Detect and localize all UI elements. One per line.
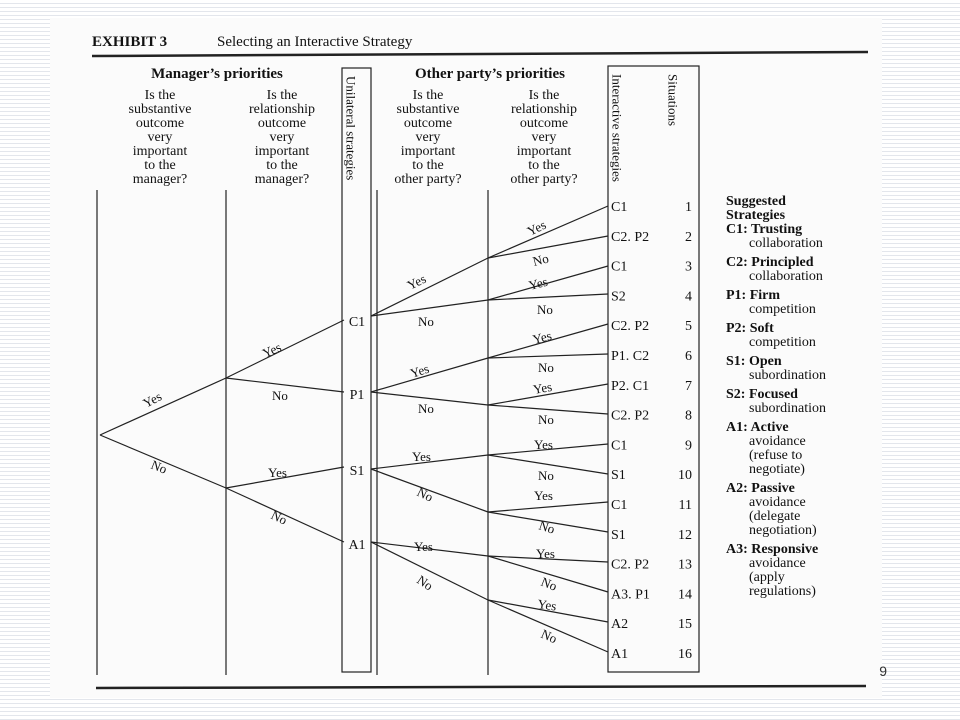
question-line: to the [412,158,444,173]
yes-label: Yes [536,596,558,614]
exhibit-title: Selecting an Interactive Strategy [217,34,413,50]
situation-number: 13 [678,557,692,573]
question-line: important [254,144,310,159]
question-line: very [147,130,173,145]
legend-item-line: C1: Trusting [726,222,803,237]
legend-item-line: C2: Principled [726,255,814,270]
question-other-relationship [510,88,577,187]
legend-item-line: (refuse to [749,448,803,463]
yes-label: Yes [412,449,431,464]
legend-item-line: A2: Passive [726,481,795,496]
question-line: Is the [266,88,298,103]
legend-item-line: avoidance [749,434,806,449]
yes-label: Yes [527,273,550,293]
legend-item-line: avoidance [749,556,806,571]
question-line: important [516,144,572,159]
situation-number: 16 [678,647,692,662]
outcome-rows [611,200,692,662]
yes-label: Yes [536,546,555,561]
question-line: very [531,130,557,145]
question-line: Is the [412,88,444,103]
question-line: relationship [510,102,578,117]
legend-item-line: A1: Active [726,420,789,435]
question-line: substantive [128,102,192,117]
question-line: outcome [519,116,569,131]
outcome-strategy: S1 [611,527,626,543]
legend-item-line: P1: Firm [726,288,781,303]
question-line: to the [266,158,298,173]
question-line: manager? [132,172,188,187]
yes-label: Yes [268,465,287,480]
situation-number: 6 [685,349,692,364]
no-label: No [272,388,288,403]
legend-item-line: competition [749,335,816,350]
legend-title: Suggested [726,194,786,209]
question-line: very [269,130,295,145]
no-label: No [538,573,560,594]
outcome-strategy: A1 [611,647,629,662]
question-line: other party? [394,172,462,187]
legend-item-line: subordination [749,368,826,383]
outcome-strategy: C2. P2 [611,408,650,424]
situation-number: 15 [678,617,692,633]
question-line: outcome [135,116,185,131]
yes-label: Yes [534,488,553,503]
no-label: No [538,412,554,427]
legend-item-line: S2: Focused [726,387,798,402]
legend-item-line: regulations) [749,584,816,599]
suggested-strategies-legend [726,194,826,599]
legend-item-line: A3: Responsive [726,542,819,557]
yes-label: Yes [404,270,429,293]
question-line: to the [144,158,176,173]
situation-number: 7 [685,378,692,394]
no-label: No [148,456,170,477]
yes-label: Yes [524,216,549,239]
question-line: very [415,130,441,145]
page-number: 9 [879,663,887,679]
legend-item-line: negotiate) [749,462,805,477]
no-label: No [538,626,560,647]
no-label: No [268,507,290,528]
question-line: important [132,144,188,159]
no-label: No [537,517,557,537]
outcome-strategy: C1 [611,498,628,513]
situation-number: 10 [678,468,692,484]
no-label: No [418,401,434,416]
question-line: manager? [254,172,310,187]
unilateral-strategies-label: Unilateral strategies [343,76,359,181]
situation-number: 2 [685,229,692,245]
situation-number: 12 [678,527,692,543]
no-label: No [418,314,434,329]
yes-label: Yes [534,437,553,452]
yes-label: Yes [531,327,554,347]
legend-item-line: competition [749,302,816,317]
exhibit-label: EXHIBIT 3 [92,34,168,50]
no-label: No [414,572,436,594]
question-line: to the [528,158,560,173]
question-other-substantive [394,88,461,187]
situation-number: 5 [685,319,692,335]
yes-label: Yes [260,339,284,361]
top-rule [92,52,868,56]
outcome-strategy: P2. C1 [611,378,650,394]
legend-item-line: P2: Soft [726,321,774,336]
no-label: No [538,360,554,375]
outcome-strategy: C1 [611,200,628,215]
no-label: No [531,250,551,269]
node-p1: P1 [349,388,365,403]
interactive-strategies-label: Interactive strategies [609,74,625,182]
yes-label: Yes [408,360,431,381]
situation-number: 1 [685,200,692,215]
yes-label: Yes [531,378,554,397]
yes-label: Yes [140,388,165,411]
tree-branches [100,206,608,652]
outcome-strategy: C1 [611,259,628,275]
outcome-strategy: A3. P1 [611,587,650,603]
outcome-strategy: C2. P2 [611,229,650,245]
question-line: other party? [510,172,578,187]
situation-number: 14 [678,587,692,603]
situation-number: 3 [685,259,692,275]
situation-number: 9 [685,438,692,454]
situations-label: Situations [665,74,681,127]
outcome-strategy: S1 [611,468,626,484]
legend-item-line: negotiation) [749,523,817,538]
legend-item-line: (delegate [749,509,801,524]
other-priorities-header: Other party’s priorities [415,66,565,82]
situation-number: 11 [678,498,692,513]
node-a1: A1 [348,538,366,553]
outcome-strategy: C2. P2 [611,557,650,573]
outcome-strategy: S2 [611,289,626,305]
situation-number: 8 [685,408,692,424]
question-line: outcome [257,116,307,131]
situation-number: 4 [685,289,692,305]
legend-item-line: S1: Open [726,354,782,369]
node-c1: C1 [348,315,366,330]
outcome-strategy: P1. C2 [611,349,650,364]
question-manager-relationship [249,88,315,187]
legend-item-line: subordination [749,401,826,416]
question-line: outcome [403,116,453,131]
outcome-strategy: C2. P2 [611,319,650,335]
no-label: No [537,302,553,317]
question-line: Is the [144,88,176,103]
manager-priorities-header: Manager’s priorities [151,66,283,82]
outcome-strategy: C1 [611,438,628,454]
question-line: Is the [528,88,560,103]
branch-labels [140,217,559,646]
question-manager-substantive [129,88,192,187]
no-label: No [538,468,554,483]
bottom-rule [96,686,866,688]
legend-item-line: collaboration [749,269,823,284]
question-line: substantive [396,102,460,117]
question-line: important [400,144,456,159]
outcome-strategy: A2 [611,617,629,633]
node-s1: S1 [349,464,365,479]
no-label: No [414,484,436,505]
legend-title: Strategies [726,208,786,223]
question-line: relationship [248,102,316,117]
legend-item-line: (apply [749,570,785,585]
legend-item-line: collaboration [749,236,823,251]
legend-item-line: avoidance [749,495,806,510]
yes-label: Yes [414,539,433,554]
